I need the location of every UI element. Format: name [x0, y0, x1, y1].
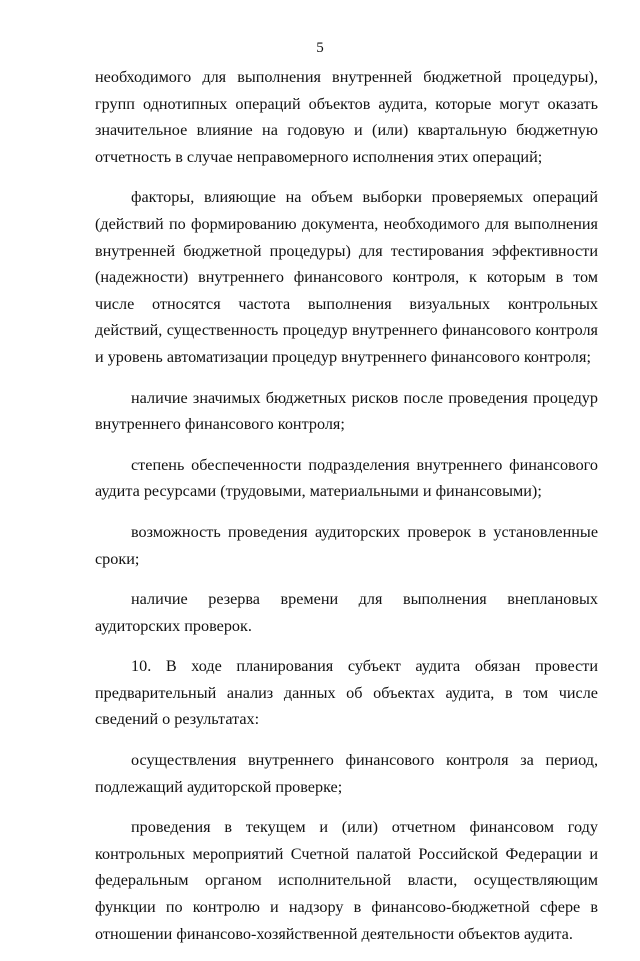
page-number: 5 — [316, 40, 324, 56]
paragraph-continuation: необходимого для выполнения внутренней бюджетной процедуры), групп однотипных операций объектов аудита, которые могут оказать значительное влияние на годовую и (или) квартальную бюджетную отчетность в случае неправомерного исполнения этих операций; — [95, 68, 598, 166]
document-body — [95, 64, 598, 961]
paragraph-internal-control: осуществления внутреннего финансового контроля за период, подлежащий аудиторской проверке; — [95, 751, 598, 796]
paragraph-time-reserve: наличие резерва времени для выполнения внеплановых аудиторских проверок. — [95, 590, 598, 635]
paragraph-budget-risks: наличие значимых бюджетных рисков после проведения процедур внутреннего финансового контроля; — [95, 388, 598, 434]
paragraph-resources: степень обеспеченности подразделения внутреннего финансового аудита ресурсами (трудовыми, материальными и финансовыми); — [95, 455, 598, 501]
paragraph-deadlines: возможность проведения аудиторских проверок в установленные сроки; — [95, 522, 598, 568]
paragraph-factors: факторы, влияющие на объем выборки проверяемых операций (действий по формированию документа, необходимого для выполнения внутренней бюджетной процедуры) для тестирования эффективности (надежности) внутреннего финансового контроля, к которым в том числе относятся частота выполнения визуальных контрольных действий, существенность процедур внутреннего финансового контроля и уровень автоматизации процедур внутреннего финансового контроля; — [95, 188, 598, 366]
paragraph-control-activities: проведения в текущем и (или) отчетном финансовом году контрольных мероприятий Счетной палатой Российской Федерации и федеральным органом исполнительной власти, осуществляющим функции по контролю и надзору в финансово-бюджетной сфере в отношении финансово-хозяйственной деятельности объектов аудита. — [95, 818, 598, 943]
paragraph-section-10: 10. В ходе планирования субъект аудита обязан провести предварительный анализ данных об объектах аудита, в том числе сведений о результатах: — [95, 657, 598, 729]
